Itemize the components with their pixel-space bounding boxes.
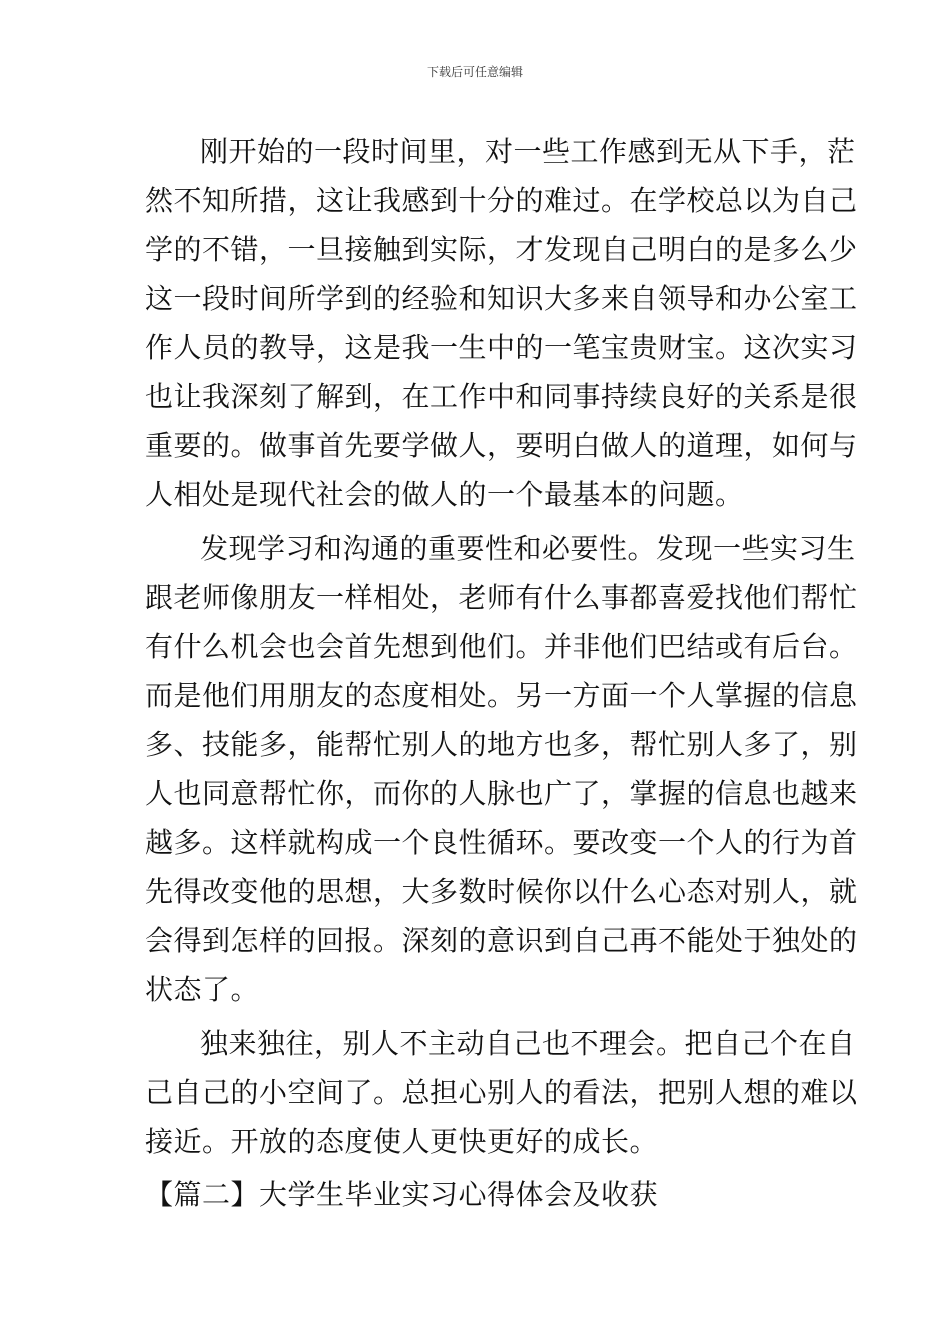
paragraph-1-line-1: 刚开始的一段时间里，对一些工作感到无从下手，茫 <box>200 135 856 168</box>
paragraph-3-line-1: 独来独往，别人不主动自己也不理会。把自己个在自 <box>200 1027 856 1060</box>
paragraph-2-line-7: 越多。这样就构成一个良性循环。要改变一个人的行为首 <box>145 826 858 859</box>
paragraph-3-line-3: 接近。开放的态度使人更快更好的成长。 <box>145 1125 659 1158</box>
paragraph-1-line-3: 学的不错，一旦接触到实际，才发现自己明白的是多么少 <box>145 233 858 266</box>
paragraph-2-line-5: 多、技能多，能帮忙别人的地方也多，帮忙别人多了，别 <box>145 728 858 761</box>
paragraph-2-line-1: 发现学习和沟通的重要性和必要性。发现一些实习生 <box>200 532 856 565</box>
paragraph-1-line-7: 重要的。做事首先要学做人，要明白做人的道理，如何与 <box>145 429 858 462</box>
paragraph-1-line-6: 也让我深刻了解到，在工作中和同事持续良好的关系是很 <box>145 380 858 413</box>
paragraph-2-line-10: 状态了。 <box>145 973 260 1006</box>
paragraph-1-line-5: 作人员的教导，这是我一生中的一笔宝贵财宝。这次实习 <box>145 331 858 364</box>
paragraph-2-line-8: 先得改变他的思想，大多数时候你以什么心态对别人，就 <box>145 875 858 908</box>
section-heading: 【篇二】大学生毕业实习心得体会及收获 <box>145 1178 659 1211</box>
paragraph-2-line-3: 有什么机会也会首先想到他们。并非他们巴结或有后台。 <box>145 630 858 663</box>
paragraph-2-line-6: 人也同意帮忙你，而你的人脉也广了，掌握的信息也越来 <box>145 777 858 810</box>
paragraph-1-line-8: 人相处是现代社会的做人的一个最基本的问题。 <box>145 478 744 511</box>
paragraph-1-line-4: 这一段时间所学到的经验和知识大多来自领导和办公室工 <box>145 282 858 315</box>
paragraph-2-line-4: 而是他们用朋友的态度相处。另一方面一个人掌握的信息 <box>145 679 858 712</box>
paragraph-2-line-2: 跟老师像朋友一样相处，老师有什么事都喜爱找他们帮忙 <box>145 581 858 614</box>
page-header: 下载后可任意编辑 <box>426 65 523 79</box>
paragraph-2-line-9: 会得到怎样的回报。深刻的意识到自己再不能处于独处的 <box>145 924 858 957</box>
paragraph-3-line-2: 己自己的小空间了。总担心别人的看法，把别人想的难以 <box>145 1076 858 1109</box>
paragraph-1-line-2: 然不知所措，这让我感到十分的难过。在学校总以为自己 <box>145 184 858 217</box>
